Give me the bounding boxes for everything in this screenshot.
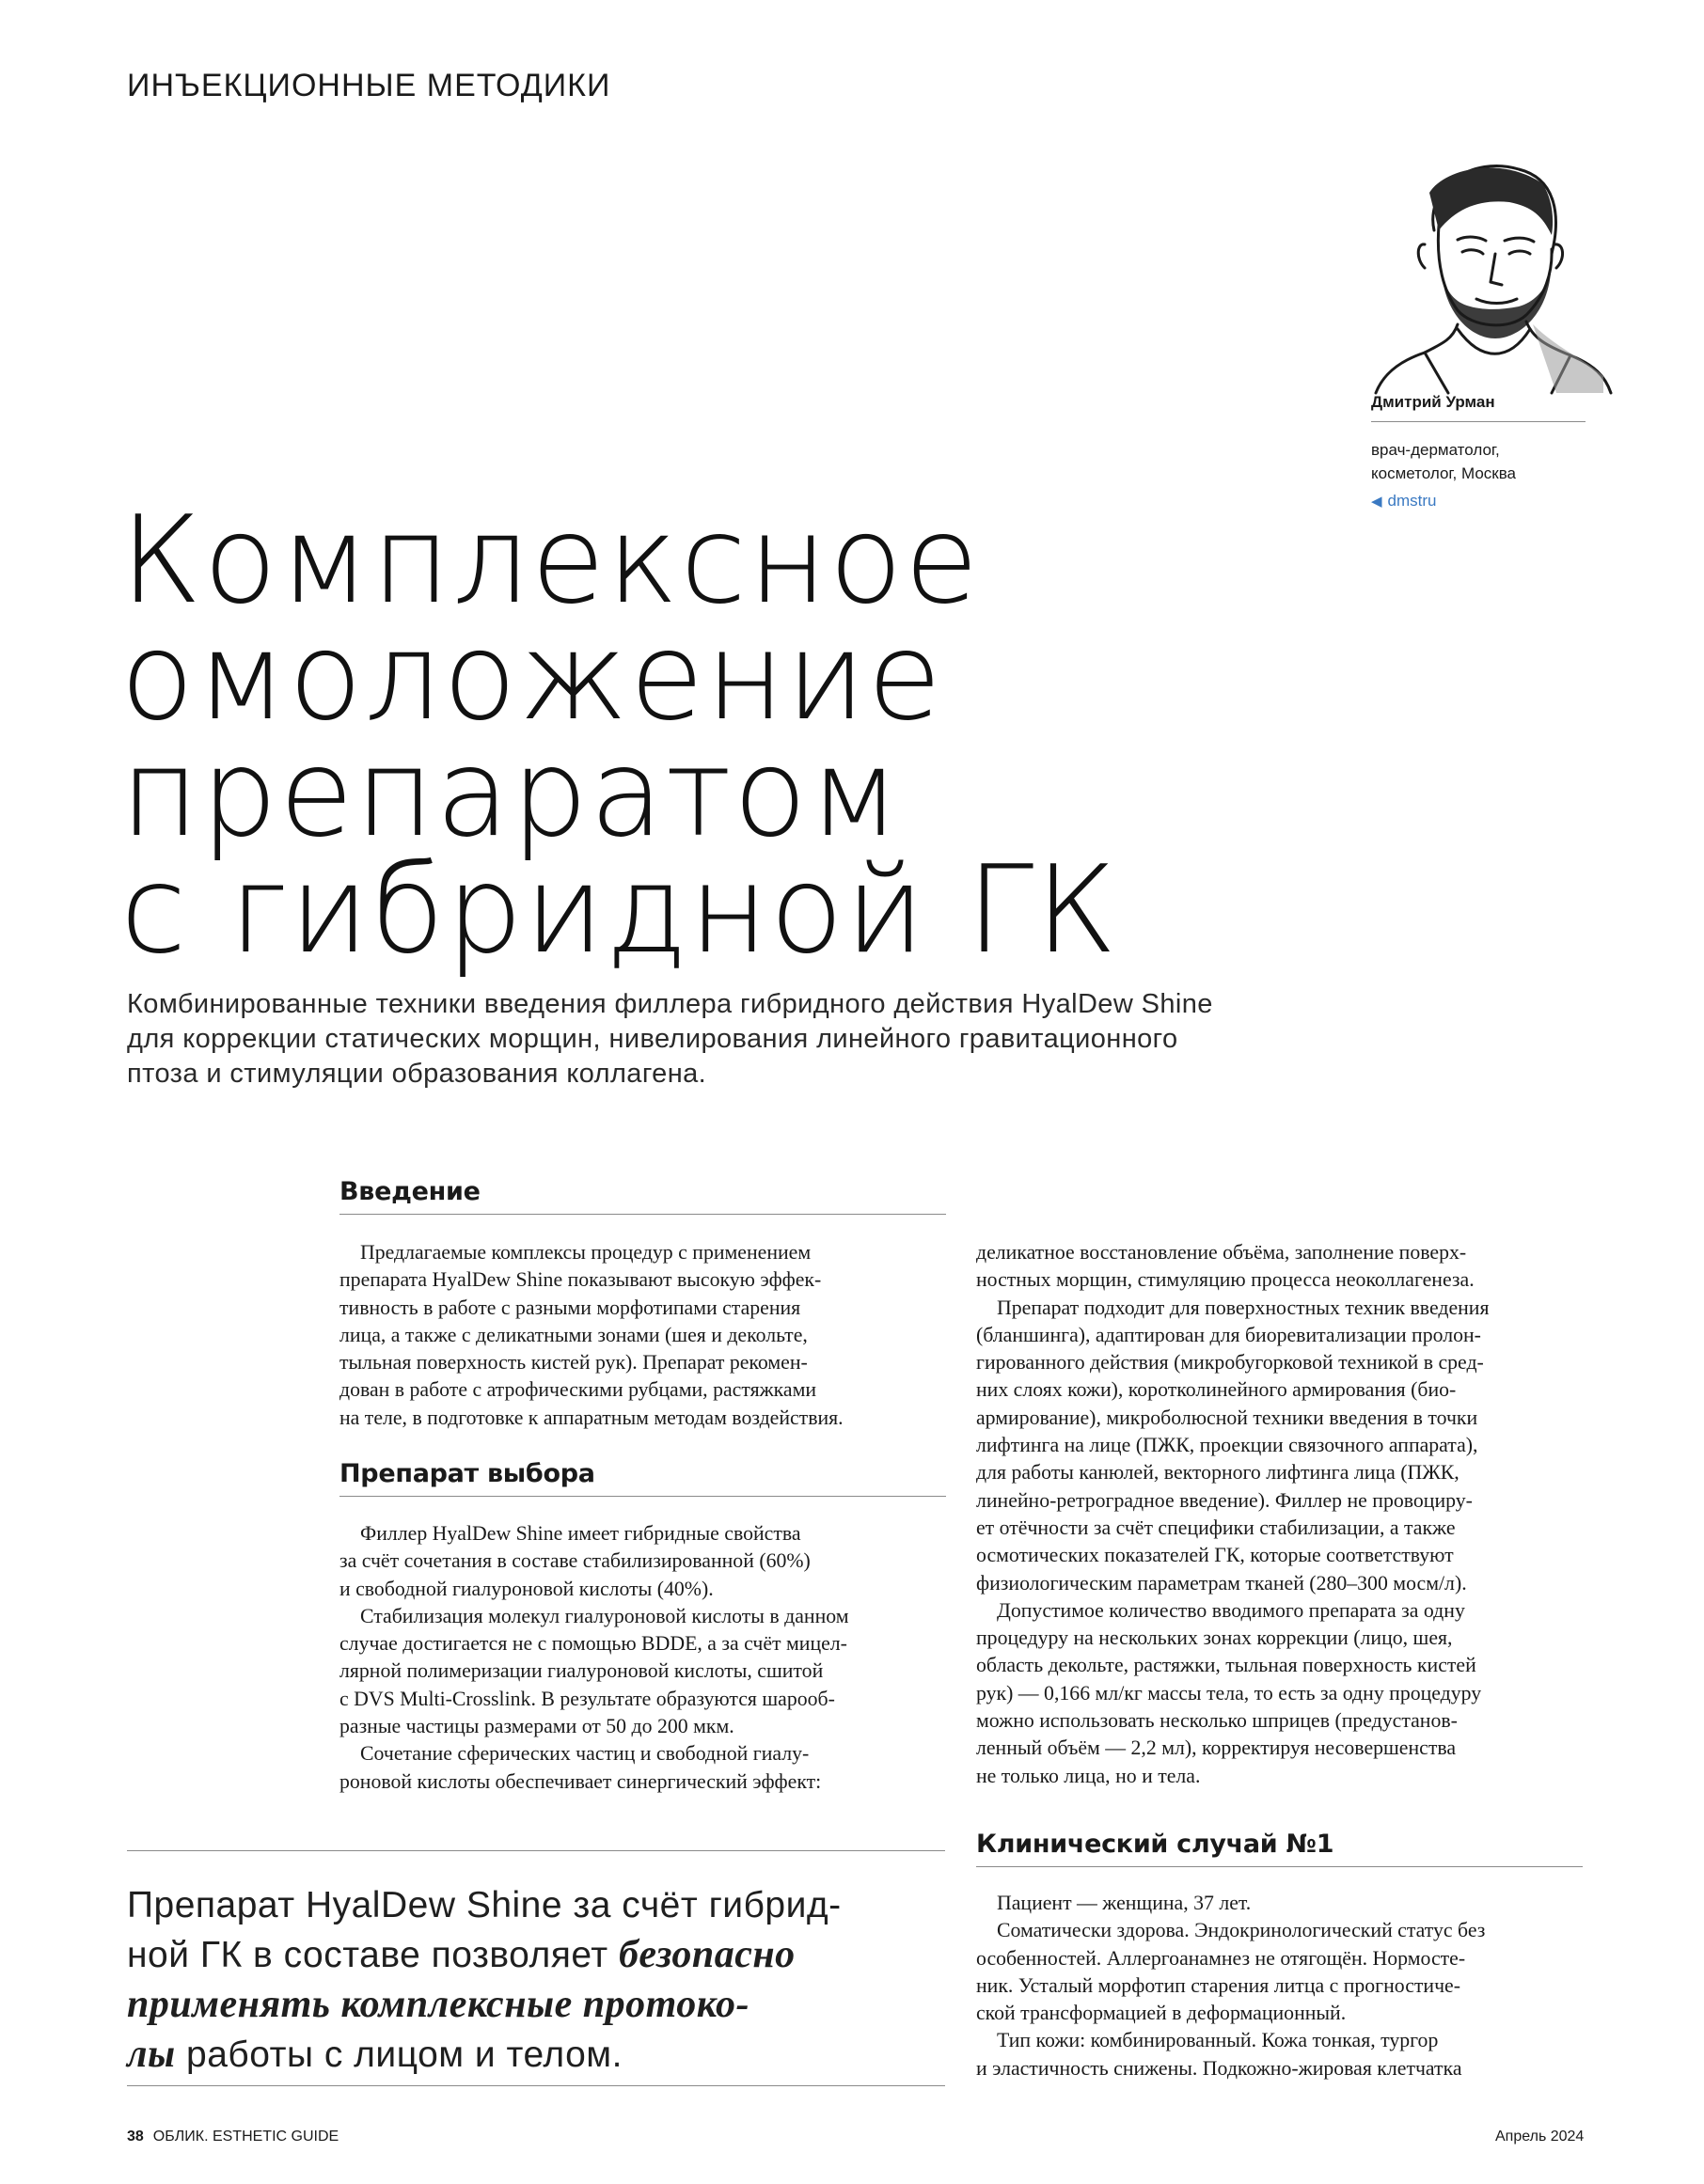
telegram-handle: dmstru <box>1387 492 1437 510</box>
text-line: Предлагаемые комплексы процедур с применением <box>360 1241 812 1264</box>
text-line: и эластичность снижены. Подкожно-жировая клетчатка <box>976 2056 1462 2080</box>
section-heading-case1: Клинический случай №1 <box>976 1830 1583 1867</box>
text-line: Соматически здорова. Эндокринологический статус без <box>997 1919 1486 1942</box>
pullquote-emphasis: безопасно <box>618 1933 796 1976</box>
text-line: Филлер HyalDew Shine имеет гибридные свойства <box>360 1522 801 1545</box>
text-line: деликатное восстановление объёма, заполнение поверх- <box>976 1241 1467 1264</box>
pullquote-line <box>127 1980 955 2030</box>
lead-line: для коррекции статических морщин, нивелирования линейного гравитационного <box>127 1024 1178 1054</box>
page-title <box>120 491 1155 981</box>
pullquote-emphasis: применять комплексные протоко- <box>127 1983 749 2026</box>
text-line: рук) — 0,166 мл/кг массы тела, то есть за одну процедуру <box>976 1681 1482 1705</box>
text-line: (бланшинга), адаптирован для биоревитализации пролон- <box>976 1323 1481 1346</box>
author-telegram-link[interactable] <box>1371 492 1437 511</box>
text-line: и свободной гиалуроновой кислоты (40%). <box>339 1577 714 1600</box>
lead-line: Комбинированные техники введения филлера гибридного действия HyalDew Shine <box>127 989 1213 1019</box>
text-line: Сочетание сферических частиц и свободной гиалу- <box>360 1742 810 1766</box>
text-line: осмотических показателей ГК, которые соответствуют <box>976 1544 1454 1567</box>
pullquote-line: Препарат HyalDew Shine за счёт гибрид- <box>127 1885 842 1925</box>
text-line: лярной полимеризации гиалуроновой кислоты, сшитой <box>339 1659 824 1683</box>
text-line: Препарат подходит для поверхностных техник введения <box>997 1296 1490 1319</box>
section-heading-choice: Препарат выбора <box>339 1459 946 1497</box>
text-line: с DVS Multi-Crosslink. В результате образуются шарооб- <box>339 1687 835 1710</box>
title-line: Комплексное <box>120 491 981 631</box>
pullquote-line <box>127 2030 955 2080</box>
telegram-icon: ◀ <box>1371 494 1382 510</box>
author-role-line: врач-дерматолог, <box>1371 441 1500 459</box>
title-line: с гибридной ГК <box>120 841 1119 981</box>
text-line: Допустимое количество вводимого препарата за одну <box>997 1598 1465 1622</box>
text-line: роновой кислоты обеспечивает синергический эффект: <box>339 1769 822 1793</box>
pullquote-top-rule <box>127 1850 945 1851</box>
case1-text <box>976 1890 1587 2082</box>
text-line: гированного действия (микробугорковой техникой в сред- <box>976 1351 1484 1375</box>
pullquote-text: ной ГК в составе позволяет <box>127 1935 619 1975</box>
text-line: для работы канюлей, векторного лифтинга лица (ПЖК, <box>976 1461 1459 1485</box>
lead-paragraph <box>127 987 1349 1092</box>
text-line: дован в работе с атрофическими рубцами, растяжками <box>339 1378 817 1402</box>
text-line: на теле, в подготовке к аппаратным методам воздействия. <box>339 1406 844 1429</box>
author-role <box>1371 438 1587 485</box>
pullquote <box>127 1880 955 2080</box>
author-name: Дмитрий Урман <box>1371 393 1586 422</box>
right-column-text <box>976 1239 1587 1790</box>
text-line: разные частицы размерами от 50 до 200 мкм. <box>339 1715 734 1738</box>
text-line: за счёт сочетания в составе стабилизированной (60%) <box>339 1549 811 1573</box>
choice-text <box>339 1520 951 1796</box>
title-line: препаратом <box>120 724 902 864</box>
section-heading-intro: Введение <box>339 1177 946 1215</box>
author-role-line: косметолог, Москва <box>1371 464 1517 482</box>
text-line: процедуру на нескольких зонах коррекции (лицо, шея, <box>976 1626 1453 1650</box>
text-line: них слоях кожи), коротколинейного армирования (био- <box>976 1378 1457 1402</box>
text-line: ет отёчности за счёт специфики стабилизации, а также <box>976 1516 1456 1539</box>
text-line: Стабилизация молекул гиалуроновой кислоты в данном <box>360 1604 849 1627</box>
text-line: Пациент — женщина, 37 лет. <box>997 1892 1252 1914</box>
page-number: 38 <box>127 2129 144 2145</box>
text-line: физиологическим параметрам тканей (280–300 мосм/л). <box>976 1571 1467 1595</box>
issue-date: Апрель 2024 <box>1495 2129 1585 2145</box>
text-line: тыльная поверхность кистей рук). Препарат рекомен- <box>339 1351 808 1375</box>
text-line: ник. Усталый морфотип старения литца с прогностиче- <box>976 1973 1460 1997</box>
text-line: тивность в работе с разными морфотипами старения <box>339 1296 801 1319</box>
text-line: случае достигается не с помощью BDDE, а за счёт мицел- <box>339 1632 847 1656</box>
pullquote-emphasis: лы <box>127 2033 176 2076</box>
text-line: Тип кожи: комбинированный. Кожа тонкая, тургор <box>997 2029 1439 2052</box>
pullquote-bottom-rule <box>127 2085 945 2086</box>
text-line: область декольте, растяжки, тыльная поверхность кистей <box>976 1654 1476 1677</box>
text-line: ленный объём — 2,2 мл), корректируя несовершенства <box>976 1736 1457 1760</box>
text-line: лица, а также с деликатными зонами (шея и декольте, <box>339 1323 808 1346</box>
text-line: армирование), микроболюсной техники введения в точки <box>976 1406 1478 1429</box>
intro-text <box>339 1239 951 1432</box>
text-line: препарата HyalDew Shine показывают высокую эффек- <box>339 1268 822 1292</box>
lead-line: птоза и стимуляции образования коллагена. <box>127 1059 707 1089</box>
text-line: не только лица, но и тела. <box>976 1764 1201 1787</box>
footer-left <box>127 2129 339 2145</box>
text-line: лифтинга на лице (ПЖК, проекции связочного аппарата), <box>976 1434 1478 1457</box>
text-line: линейно-ретроградное введение). Филлер не провоциру- <box>976 1488 1473 1512</box>
section-label: ИНЪЕКЦИОННЫЕ МЕТОДИКИ <box>127 68 611 103</box>
text-line: ностных морщин, стимуляцию процесса неоколлагенеза. <box>976 1268 1475 1292</box>
text-line: особенностей. Аллергоанамнез не отягощён. Нормосте- <box>976 1946 1466 1970</box>
text-line: ской трансформацией в деформационный. <box>976 2002 1347 2025</box>
title-line: омоложение <box>120 607 944 747</box>
pullquote-text: работы с лицом и телом. <box>175 2035 623 2075</box>
portrait-illustration <box>1368 150 1613 395</box>
magazine-name: ОБЛИК. ESTHETIC GUIDE <box>152 2129 339 2145</box>
text-line: можно использовать несколько шприцев (предустанов- <box>976 1709 1458 1733</box>
pullquote-line <box>127 1930 955 1980</box>
